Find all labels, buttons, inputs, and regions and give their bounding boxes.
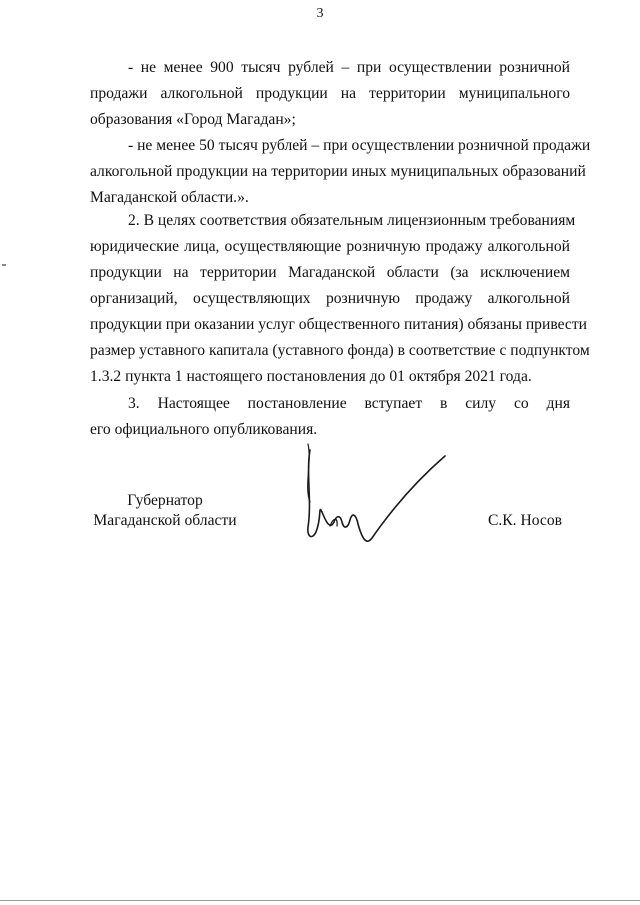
text-line: его официального опубликования. <box>90 421 318 438</box>
handwritten-signature <box>300 442 450 552</box>
text-line: 1.3.2 пункта 1 настоящего постановления до 01 октября 2021 года. <box>90 368 532 385</box>
text-line: 2. В целях соответствия обязательным лицензионным требованиям <box>128 212 576 229</box>
signatory-name: С.К. Носов <box>487 512 563 529</box>
page-number: 3 <box>316 6 324 21</box>
paragraph-amount-magadan <box>90 55 570 133</box>
text-line: образования «Город Магадан»; <box>90 111 296 128</box>
text-line: - не менее 900 тысяч рублей – при осуществлении розничной <box>128 59 570 76</box>
scan-edge-mark <box>2 264 6 266</box>
signatory-title <box>60 491 270 531</box>
signatory-title-line: Магаданской области <box>93 512 237 529</box>
text-line: юридические лица, осуществляющие розничную продажу алкогольной <box>90 238 570 255</box>
text-line: продукции при оказании услуг общественного питания) обязаны привести <box>90 316 587 333</box>
paragraph-compliance-requirement <box>90 208 590 390</box>
text-line: Магаданской области.». <box>90 189 249 206</box>
page-bottom-edge <box>0 900 640 901</box>
paragraph-entry-into-force <box>90 391 570 443</box>
text-line: алкогольной продукции на территории иных муниципальных образований <box>90 163 586 180</box>
signatory-title-line: Губернатор <box>127 492 203 509</box>
text-line: 3. Настоящее постановление вступает в силу со дня <box>128 395 570 412</box>
text-line: продукции на территории Магаданской области (за исключением <box>90 264 570 281</box>
text-line: продажи алкогольной продукции на территории муниципального <box>90 85 570 102</box>
text-line: размер уставного капитала (уставного фонда) в соответствие с подпунктом <box>90 342 590 359</box>
text-line: - не менее 50 тысяч рублей – при осуществлении розничной продажи <box>128 137 591 154</box>
text-line: организаций, осуществляющих розничную продажу алкогольной <box>90 290 570 307</box>
paragraph-amount-other <box>90 133 591 211</box>
